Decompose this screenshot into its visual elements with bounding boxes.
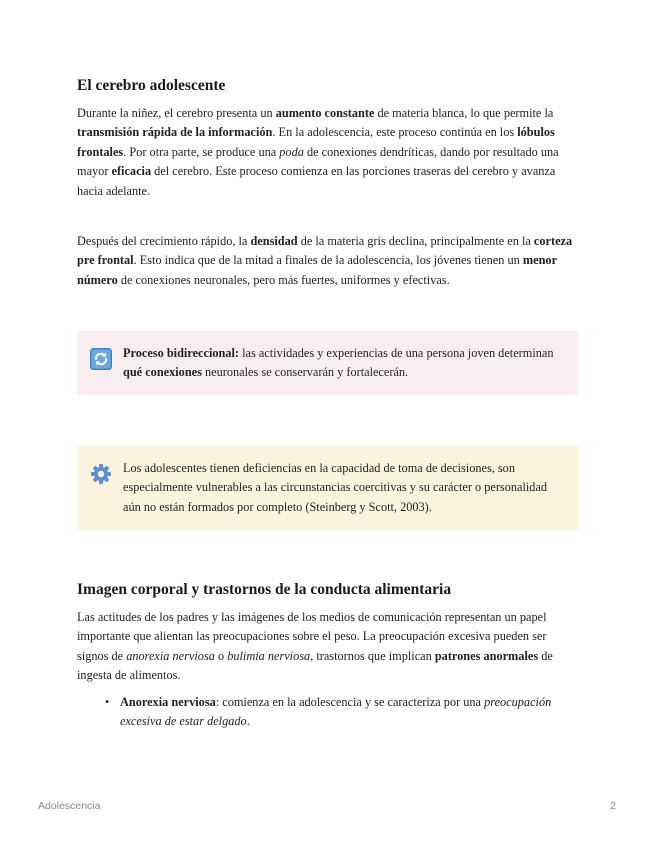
- paragraph-cerebro-1: Durante la niñez, el cerebro presenta un aumento constante de materia blanca, lo que permite la transmisión rápida de la información. En la adolescencia, este proceso continúa en los lóbulos frontales. Por otra parte, se produce una poda de conexiones dendríticas, dando por resultado una mayor eficacia del cerebro. Este proceso comienza en las porciones traseras del cerebro y avanza hacia adelante.: [77, 106, 559, 198]
- callout-bidirectional-text: Proceso bidireccional: las actividades y experiencias de una persona joven determinan qué conexiones neuronales se conservarán y fortalecerán.: [123, 346, 554, 380]
- bullet-dot: •: [105, 695, 110, 709]
- callout-decisions: [77, 446, 579, 530]
- paragraph-imagen-corporal: Las actitudes de los padres y las imágenes de los medios de comunicación representan un papel importante que alientan las preocupaciones sobre el peso. La preocupación excesiva pueden ser signos de anorexia nerviosa o bulimia nerviosa, trastornos que implican patrones anormales de ingesta de alimentos.: [77, 610, 553, 683]
- list-item-text: Anorexia nerviosa: comienza en la adolescencia y se caracteriza por una preocupación excesiva de estar delgado.: [120, 695, 552, 729]
- footer-page-number: 2: [610, 800, 616, 812]
- cycle-arrows-icon: [90, 348, 112, 370]
- paragraph-cerebro-2: Después del crecimiento rápido, la densidad de la materia gris declina, principalmente en la corteza pre frontal. Esto indica que de la mitad a finales de la adolescencia, los jóvenes tienen un menor número de conexiones neuronales, pero más fuertes, uniformes y efectivas.: [77, 234, 573, 287]
- bullet-list: [77, 693, 579, 732]
- section-heading-imagen-corporal: Imagen corporal y trastornos de la conducta alimentaria: [77, 581, 452, 598]
- gear-icon: [90, 463, 112, 485]
- callout-decisions-text: Los adolescentes tienen deficiencias en la capacidad de toma de decisiones, son especialmente vulnerables a las circunstancias coercitivas y su carácter o personalidad aún no están formados por completo (Steinberg y Scott, 2003).: [123, 461, 548, 514]
- footer-title: Adolescencia: [38, 800, 101, 812]
- callout-bidirectional: [77, 331, 579, 395]
- list-item: [77, 693, 579, 732]
- section-heading-cerebro: El cerebro adolescente: [77, 77, 226, 94]
